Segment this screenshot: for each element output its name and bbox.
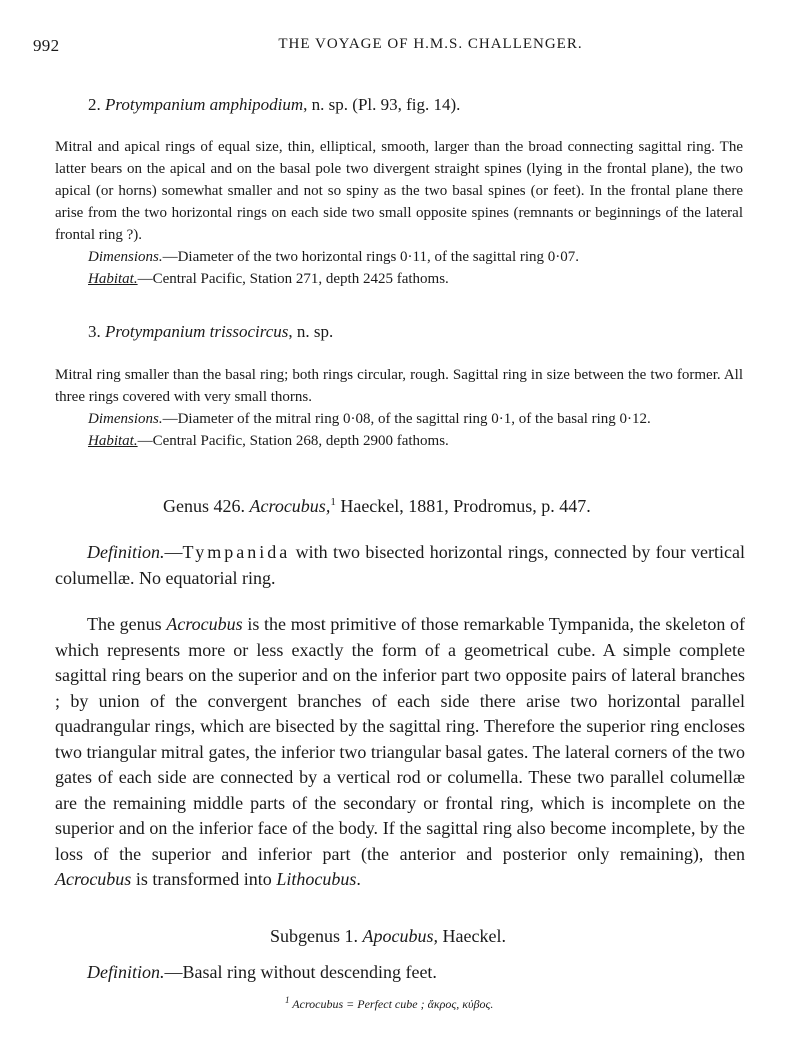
genus-title: Genus 426. Acrocubus,$^1$ Haeckel, 1881, Prodromus, p. 447. <box>163 496 591 516</box>
species-2-dimensions: Dimensions.—Diameter of the two horizontal rings 0·11, of the sagittal ring 0·07. <box>88 249 580 265</box>
species-2-habitat: Habitat.—Central Pacific, Station 271, depth 2425 fathoms. <box>88 271 449 287</box>
species-2-name: Protympanium amphipodium <box>105 95 304 114</box>
footnote: $^1$ Acrocubus = Perfect cube ; ἄκρος, κύβος. <box>285 995 494 1011</box>
running-title: THE VOYAGE OF H.M.S. CHALLENGER. <box>278 36 583 52</box>
species-3-description: Mitral ring smaller than the basal ring; both rings circular, rough. Sagittal ring in size between the two former. All three rings covered with very small thorns. <box>55 367 743 405</box>
species-3-habitat: Habitat.—Central Pacific, Station 268, depth 2900 fathoms. <box>88 433 449 449</box>
footnote-ref: 1 <box>330 496 336 508</box>
genus-paragraph: The genus Acrocubus is the most primitive of those remarkable Tympanida, the skeleton of which represents more or less exactly the form of a geometrical cube. A simple complete sagittal ring bears on the superior and on the inferior part two opposite pairs of lateral branches ; by union of the convergent branches of each side there arise two horizontal parallel quadrangular rings, which are bisected by the sagittal ring. Therefore the superior ring encloses two triangular mitral gates, the inferior two triangular basal gates. The lateral corners of the two gates of each side are connected by a vertical rod or columella. These two parallel columellæ are the remaining middle parts of the secondary or frontal ring, which is incomplete on the superior and on the inferior face of the body. If the sagittal ring also become incomplete, by the loss of the superior and inferior part (the anterior and posterior only remaining), then Acrocubus is transformed into Lithocubus. <box>55 614 746 889</box>
species-3-dimensions: Dimensions.—Diameter of the mitral ring 0·08, of the sagittal ring 0·1, of the basal ring 0·12. <box>88 411 651 427</box>
page-number: 992 <box>33 36 60 55</box>
subgenus-definition: Definition.—Basal ring without descending feet. <box>87 962 437 982</box>
genus-definition: Definition.—Tympanida with two bisected horizontal rings, connected by four vertical columellæ. No equatorial ring. <box>55 542 745 588</box>
species-3-name: Protympanium trissocircus <box>105 322 289 341</box>
species-3-title: 3. Protympanium trissocircus, n. sp. <box>88 322 334 341</box>
species-2-title: 2. Protympanium amphipodium, n. sp. (Pl. 93, fig. 14). <box>88 95 461 114</box>
subgenus-title: Subgenus 1. Apocubus, Haeckel. <box>270 926 506 946</box>
species-2-description: Mitral and apical rings of equal size, thin, elliptical, smooth, larger than the broad connecting sagittal ring. The latter bears on the apical and on the basal pole two divergent straight spines (lying in the frontal plane), the two apical (or horns) somewhat smaller and not so spiny as the two basal spines (or feet). In the frontal plane there arise from the two horizontal rings on each side two small opposite spines (remnants or beginnings of the lateral frontal ring ?). <box>55 139 743 243</box>
subgenus-name: Apocubus, <box>362 926 439 946</box>
genus-name: Acrocubus, <box>249 496 331 516</box>
